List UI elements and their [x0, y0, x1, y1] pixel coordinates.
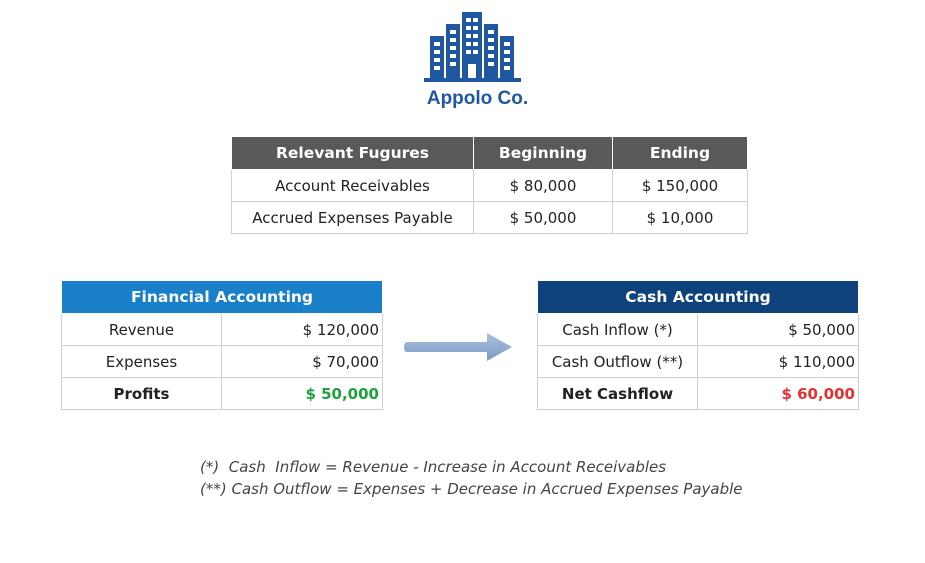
table-row: [232, 202, 748, 234]
column-header: Ending: [613, 137, 748, 170]
footnotes: [200, 456, 743, 500]
table-row: [62, 378, 383, 410]
arrow-right-icon: [403, 331, 515, 363]
table-row: [538, 378, 859, 410]
company-name: Appolo Co.: [426, 88, 529, 109]
table-row: [232, 170, 748, 202]
beginning-value: $ 50,000: [474, 202, 613, 234]
column-header: Relevant Fugures: [232, 137, 474, 170]
footnote-cash-inflow: (*) Cash Inflow = Revenue - Increase in Account Receivables: [200, 458, 667, 476]
table-header-row: [538, 281, 859, 314]
financial-accounting-table: [61, 280, 383, 410]
row-label: Cash Inflow (*): [538, 314, 698, 346]
row-value: $ 70,000: [222, 346, 383, 378]
row-label: Revenue: [62, 314, 222, 346]
table-row: [538, 346, 859, 378]
cash-accounting-title: Cash Accounting: [538, 281, 859, 314]
ending-value: $ 150,000: [613, 170, 748, 202]
table-row: [62, 346, 383, 378]
table-row: [62, 314, 383, 346]
beginning-value: $ 80,000: [474, 170, 613, 202]
profits-label: Profits: [62, 378, 222, 410]
column-header: Beginning: [474, 137, 613, 170]
row-label: Cash Outflow (**): [538, 346, 698, 378]
footnote-cash-outflow: (**) Cash Outflow = Expenses + Decrease in Accrued Expenses Payable: [200, 480, 743, 498]
row-value: $ 120,000: [222, 314, 383, 346]
table-header-row: [62, 281, 383, 314]
row-label: Expenses: [62, 346, 222, 378]
row-label: Account Receivables: [232, 170, 474, 202]
row-value: $ 110,000: [698, 346, 859, 378]
relevant-figures-table: [231, 136, 748, 234]
row-label: Accrued Expenses Payable: [232, 202, 474, 234]
building-icon: [420, 8, 525, 83]
net-cashflow-label: Net Cashflow: [538, 378, 698, 410]
cash-accounting-table: [537, 280, 859, 410]
profits-value: $ 50,000: [222, 378, 383, 410]
row-value: $ 50,000: [698, 314, 859, 346]
ending-value: $ 10,000: [613, 202, 748, 234]
table-row: [538, 314, 859, 346]
table-header-row: [232, 137, 748, 170]
financial-accounting-title: Financial Accounting: [62, 281, 383, 314]
net-cashflow-value: $ 60,000: [698, 378, 859, 410]
